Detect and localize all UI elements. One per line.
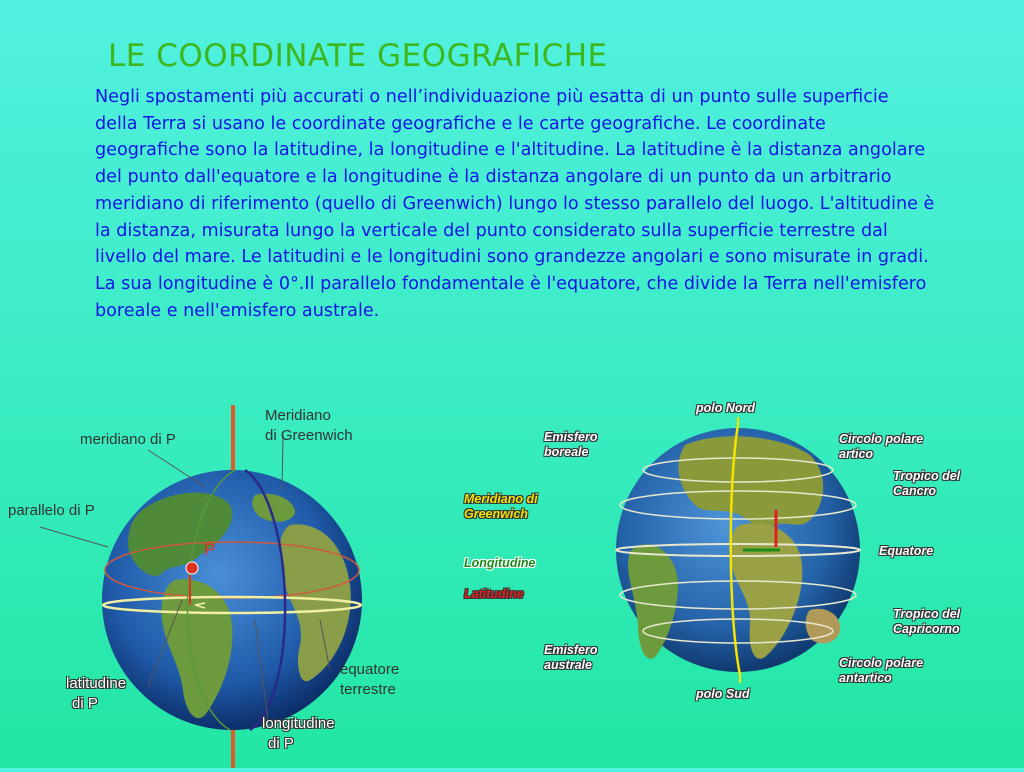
label-tropico-cancro-1: Tropico del bbox=[893, 469, 961, 483]
label-latitudine: Latitudine bbox=[464, 587, 524, 601]
label-meridiano-greenwich-2: di Greenwich bbox=[265, 427, 353, 444]
label-meridiano-greenwich-2: Greenwich bbox=[464, 507, 528, 521]
right-globe-illustration bbox=[450, 395, 1020, 768]
right-globe-figure bbox=[450, 395, 1020, 768]
label-longitudine: Longitudine bbox=[464, 556, 536, 570]
slide-paragraph: Negli spostamenti più accurati o nell’individuazione più esatta di un punto sulle superficie della Terra si usano le coordinate geografiche e le carte geografiche. Le coordinate geografiche sono la latitudine, la longitudine e l'altitudine. La latitudine è la distanza angolare del punto dall'equatore e la longitudine è la distanza angolare di un punto da un arbitrario meridiano di riferimento (quello di Greenwich) lungo lo stesso parallelo del luogo. L'altitudine è la distanza, misurata lungo la verticale del punto considerato sulla superficie terrestre dal livello del mare. Le latitudini e le longitudini sono grandezze angolari e sono misurate in gradi. La sua longitudine è 0°.Il parallelo fondamentale è l'equatore, che divide la Terra nell'emisfero boreale e nell'emisfero australe. bbox=[95, 87, 935, 321]
label-equatore: Equatore bbox=[879, 544, 934, 558]
label-tropico-cancro-2: Cancro bbox=[893, 484, 937, 498]
label-emisfero-australe-1: Emisfero bbox=[544, 643, 598, 657]
label-equatore-1: equatore bbox=[340, 661, 400, 678]
label-latitudine-1: latitudine bbox=[66, 675, 127, 692]
label-circolo-polare-antartico-1: Circolo polare bbox=[839, 656, 924, 670]
label-polo-nord: polo Nord bbox=[696, 401, 756, 415]
label-meridiano-p: meridiano di P bbox=[80, 431, 176, 448]
label-circolo-polare-artico-2: artico bbox=[839, 447, 874, 461]
label-circolo-polare-antartico-2: antartico bbox=[839, 671, 892, 685]
left-globe-figure bbox=[0, 395, 440, 768]
label-equatore-2: terrestre bbox=[340, 681, 396, 698]
left-globe-illustration bbox=[0, 395, 440, 768]
label-polo-sud: polo Sud bbox=[696, 687, 750, 701]
label-emisfero-australe-2: australe bbox=[544, 658, 592, 672]
label-latitudine-2: di P bbox=[72, 695, 98, 712]
label-tropico-capricorno-1: Tropico del bbox=[893, 607, 961, 621]
label-emisfero-boreale-2: boreale bbox=[544, 445, 589, 459]
label-circolo-polare-artico-1: Circolo polare bbox=[839, 432, 924, 446]
label-meridiano-greenwich-1: Meridiano di bbox=[464, 492, 538, 506]
label-meridiano-greenwich-1: Meridiano bbox=[265, 407, 331, 424]
label-point-p: P bbox=[204, 540, 216, 559]
label-emisfero-boreale-1: Emisfero bbox=[544, 430, 598, 444]
label-longitudine-2: di P bbox=[268, 735, 294, 752]
label-tropico-capricorno-2: Capricorno bbox=[893, 622, 960, 636]
slide-title: LE COORDINATE GEOGRAFICHE bbox=[108, 38, 608, 74]
label-longitudine-1: longitudine bbox=[262, 715, 335, 732]
label-parallelo-p: parallelo di P bbox=[8, 502, 95, 519]
